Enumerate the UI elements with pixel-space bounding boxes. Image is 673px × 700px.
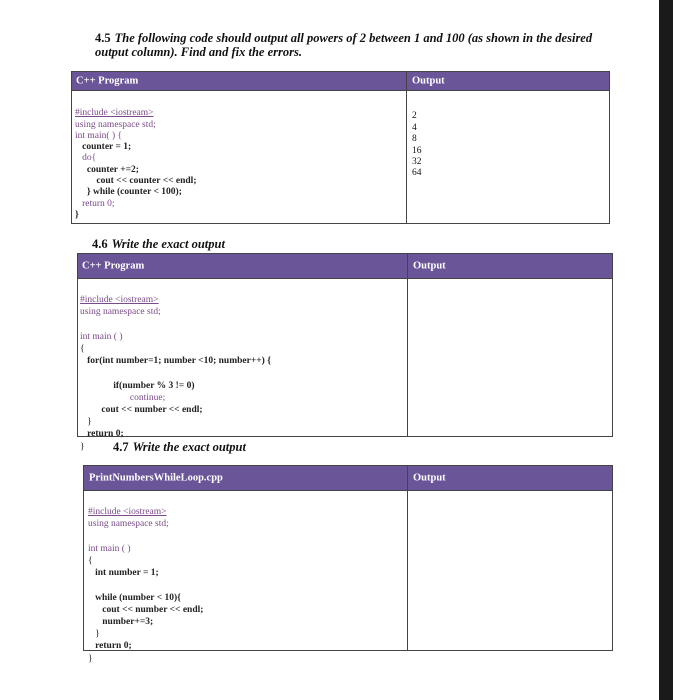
table-header [84,466,612,491]
header-output: Output [413,472,446,484]
code-line: using namespace std; [75,119,156,130]
code-line: do{ [75,153,97,164]
column-divider [407,466,408,650]
question-title-line2: output column). Find and fix the errors. [95,45,302,59]
code-line: using namespace std; [88,519,169,530]
code-line: } [80,417,92,428]
code-line: #include <iostream> [80,295,159,306]
question-number: 4.7 [113,440,129,454]
code-line: int main ( ) [80,331,123,342]
column-divider [407,254,408,436]
table-header [72,72,609,91]
code-line: int number = 1; [88,568,159,579]
header-output: Output [413,260,446,272]
code-line: } [75,209,79,220]
code-line: return 0; [75,198,115,209]
code-line: #include <iostream> [88,507,167,518]
code-line: return 0; [88,641,132,652]
question-number: 4.6 [92,237,108,251]
header-program: C++ Program [76,75,139,87]
question-4-5-heading [95,31,615,59]
code-line: return 0; [80,429,124,440]
code-line: { [88,556,93,567]
code-line: cout << number << endl; [80,405,203,416]
code-line: } [88,629,100,640]
program-code [80,282,271,453]
code-line: cout << counter << endl; [75,176,197,187]
code-line: cout << number << endl; [88,604,204,615]
viewer-edge [659,0,673,700]
program-code [88,494,203,665]
column-divider [406,72,407,223]
output-line: 8 [412,134,417,145]
code-line: while (number < 10){ [88,592,181,603]
output-line: 4 [412,122,417,133]
header-program: C++ Program [82,260,145,272]
table-header [78,254,612,279]
output-values [412,100,422,180]
output-line: 16 [412,145,422,156]
output-line: 2 [412,111,417,122]
question-title: Write the exact output [132,440,246,454]
question-4-5-table [71,71,610,224]
question-title: Write the exact output [111,237,225,251]
code-line: if(number % 3 != 0) [80,380,195,391]
header-output: Output [412,75,445,87]
code-line: counter +=2; [75,164,139,175]
question-4-7-heading [113,440,246,454]
question-number: 4.5 [95,31,111,45]
question-4-7-table [83,465,613,664]
code-line: int main ( ) [88,543,131,554]
output-line: 32 [412,157,422,168]
program-code [75,97,197,221]
code-line: for(int number=1; number <10; number++) { [80,356,271,367]
code-line: continue; [80,392,166,403]
code-line: int main( ) { [75,130,123,141]
code-line: { [80,344,85,355]
code-line: number+=3; [88,617,154,628]
output-line: 64 [412,168,422,179]
code-line: } [80,441,85,452]
code-line: counter = 1; [75,142,132,153]
code-line: using namespace std; [80,307,161,318]
code-line: } [88,653,93,664]
header-program: PrintNumbersWhileLoop.cpp [89,472,223,484]
question-title: The following code should output all powers of 2 between 1 and 100 (as shown in the desired [114,31,593,45]
question-4-6-heading [92,237,225,251]
code-line: } while (counter < 100); [75,187,182,198]
code-line: #include <iostream> [75,108,154,119]
